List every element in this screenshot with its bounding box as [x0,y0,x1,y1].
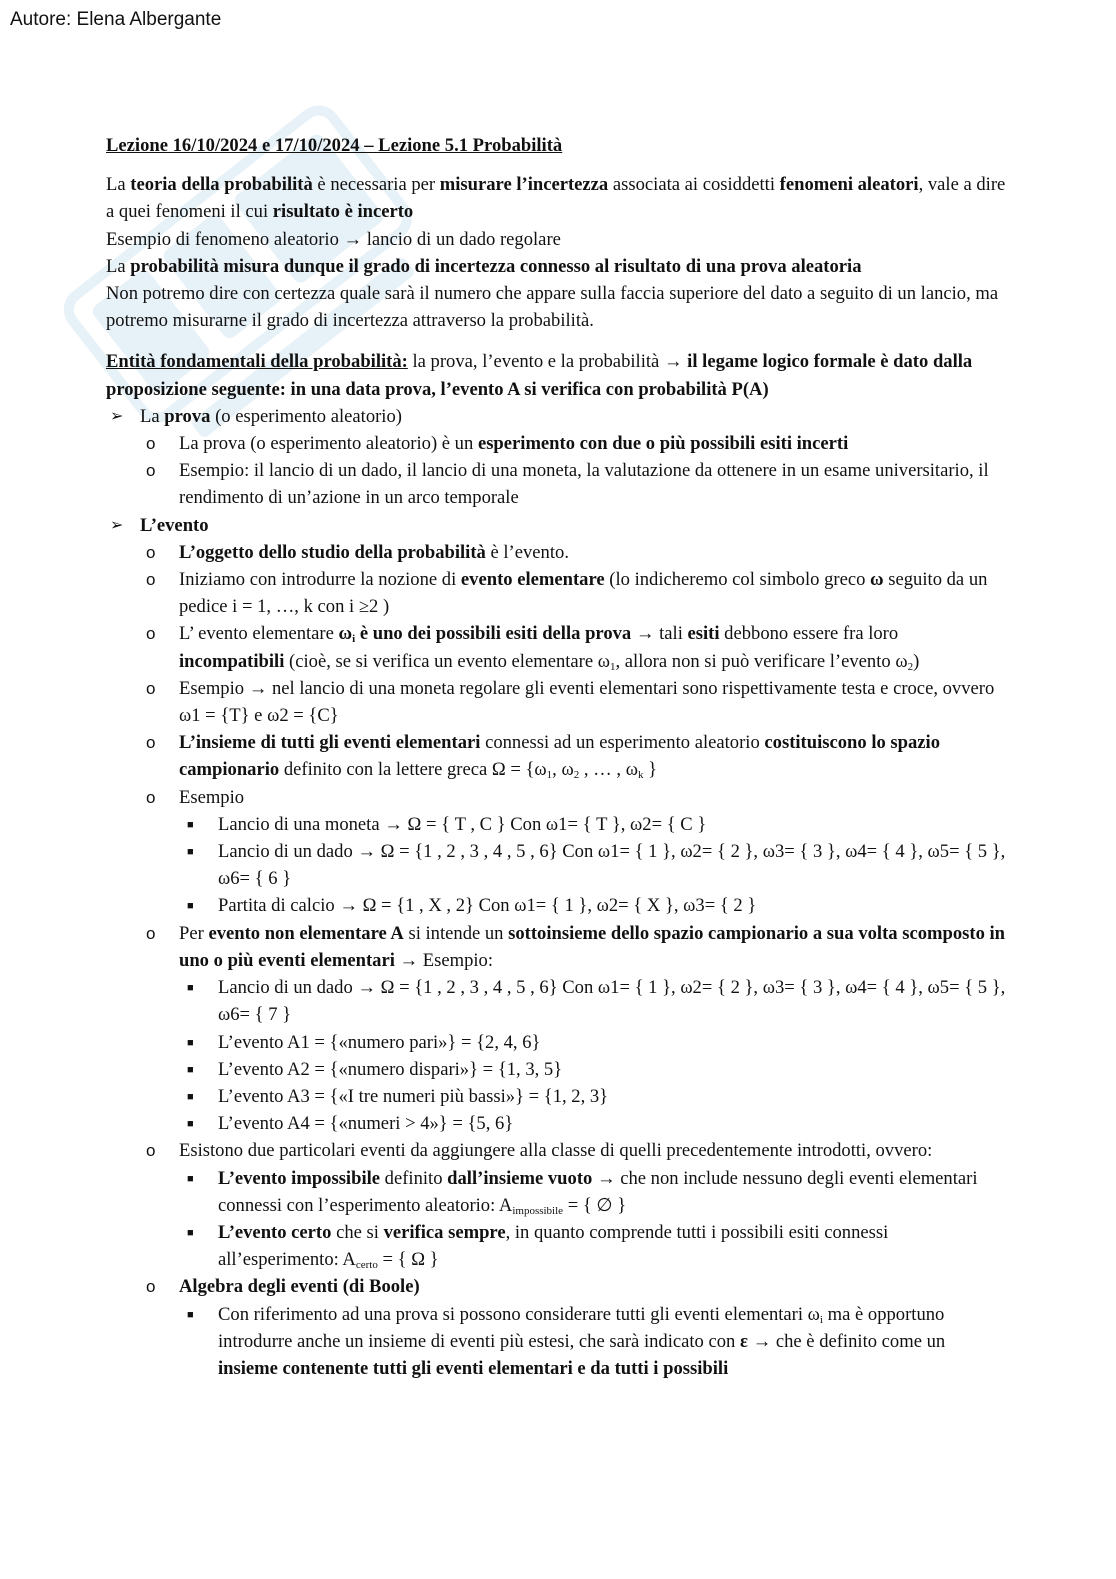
list-item: ■ L’evento A3 = {«I tre numeri più bassi»} = {1, 2, 3} [106,1083,1006,1110]
main-list [106,512,1006,539]
evento-sublist [106,539,1006,811]
page-title: Lezione 16/10/2024 e 17/10/2024 – Lezione 5.1 Probabilità [106,135,563,156]
circle-bullet-icon: o [146,624,156,644]
arrow-bullet-icon: ➢ [110,407,124,425]
list-item: o Per evento non elementare A si intende un sottoinsieme dello spazio campionario a sua volta scomposto in uno o più eventi elementari → Esempio: [106,920,1006,974]
list-item: o Esempio → nel lancio di una moneta regolare gli eventi elementari sono rispettivamente testa e croce, ovvero ω1 = {T} e ω2 = {C} [106,675,1006,729]
main-list [106,403,1006,430]
list-item: o Iniziamo con introdurre la nozione di evento elementare (lo indicheremo col simbolo greco ω seguito da un pedice i = 1, …, k con i ≥2 ) [106,566,1006,620]
square-bullet-icon: ■ [187,1036,194,1049]
examples-sublist [106,811,1006,920]
entities-paragraph: Entità fondamentali della probabilità: la prova, l’evento e la probabilità → il legame logico formale è dato dalla proposizione seguente: in una data prova, l’evento A si verifica con probabilità P(A) [106,351,973,400]
circle-bullet-icon: o [146,1277,156,1297]
circle-bullet-icon: o [146,678,156,698]
entities-heading: Entità fondamentali della probabilità: [106,351,408,373]
square-bullet-icon: ■ [187,846,194,859]
list-item: o L’ evento elementare $\omega_i$ è uno dei possibili esiti della prova → tali esiti debbono essere fra loro incompatibili (cioè, se si verifica un evento elementare $\omega_1$, allora non si può verificare l’evento $\omega_2$) [106,620,1006,674]
square-bullet-icon: ■ [187,1118,194,1131]
circle-bullet-icon: o [146,570,156,590]
list-item: o La prova (o esperimento aleatorio) è un esperimento con due o più possibili esiti incerti [106,430,1006,457]
list-item: o L’insieme di tutti gli eventi elementari connessi ad un esperimento aleatorio costituiscono lo spazio campionario definito con la lettere greca $\Omega = \{\omega_1$, $\omega_2$ , … , $\omega_k$ } [106,729,1006,783]
list-item: ■ Con riferimento ad una prova si possono considerare tutti gli eventi elementari $\omega_i$ ma è opportuno introdurre anche un insieme di eventi più estesi, che sarà indicato con ε → che è definito come un insieme contenente tutti gli eventi elementari e da tutti i possibili [187,1303,946,1379]
circle-bullet-icon: o [146,733,156,753]
square-bullet-icon: ■ [187,1226,194,1239]
square-bullet-icon: ■ [187,818,194,831]
list-item: ■ Lancio di una moneta → Ω = { T , C } Con ω1= { T }, ω2= { C } [106,811,1006,838]
square-bullet-icon: ■ [187,1063,194,1076]
intro-paragraph-4: Non potremo dire con certezza quale sarà il numero che appare sulla faccia superiore del dato a seguito di un lancio, ma potremo misurarne il grado di incertezza attraverso la probabilità. [106,283,999,332]
circle-bullet-icon: o [146,542,156,562]
special-events-sublist [106,1165,1006,1274]
list-item: ■ L’evento A4 = {«numeri > 4»} = {5, 6} [106,1110,1006,1137]
prova-sublist [106,430,1006,512]
list-item: ■ Partita di calcio → Ω = {1 , X , 2} Con ω1= { 1 }, ω2= { X }, ω3= { 2 } [106,892,1006,919]
intro-paragraph-3: La probabilità misura dunque il grado di incertezza connesso al risultato di una prova aleatoria [106,255,862,277]
circle-bullet-icon: o [146,923,156,943]
square-bullet-icon: ■ [187,900,194,913]
list-item: ■ L’evento A1 = {«numero pari»} = {2, 4, 6} [106,1029,1006,1056]
list-item: ■ L’evento certo che si verifica sempre, in quanto comprende tutti i possibili esiti connessi all’esperimento: $A_{certo}$ = { Ω } [187,1221,889,1272]
algebra-sublist [106,1301,1006,1383]
evento-sublist-4 [106,1273,1006,1300]
circle-bullet-icon: o [146,787,156,807]
square-bullet-icon: ■ [187,1172,194,1185]
evento-sublist-2 [106,920,1006,974]
intro-paragraph-2: Esempio di fenomeno aleatorio → lancio di un dado regolare [106,228,561,250]
circle-bullet-icon: o [146,1141,156,1161]
list-item: ■ L’evento A2 = {«numero dispari»} = {1, 3, 5} [106,1056,1006,1083]
square-bullet-icon: ■ [187,982,194,995]
author-header: Autore: Elena Albergante [10,9,222,30]
nonelementary-sublist [106,974,1006,1137]
square-bullet-icon: ■ [187,1090,194,1103]
list-item-evento: ➢ L’evento [106,512,1006,539]
list-item-prova: ➢ La prova (o esperimento aleatorio) [106,403,1006,430]
document-body [106,132,1006,1382]
circle-bullet-icon: o [146,434,156,454]
list-item: ■ Lancio di un dado → Ω = {1 , 2 , 3 , 4 , 5 , 6} Con ω1= { 1 }, ω2= { 2 }, ω3= { 3 }, ω4= { 4 }, ω5= { 5 }, ω6= { 7 } [187,977,1006,1026]
arrow-bullet-icon: ➢ [110,516,124,534]
list-item: o Esistono due particolari eventi da aggiungere alla classe di quelli precedentemente introdotti, ovvero: [106,1137,1006,1164]
list-item: ■ L’evento impossibile definito dall’insieme vuoto → che non include nessuno degli eventi elementari connessi con l’esperimento aleatorio: $A_{impossibile}$ = { ∅ } [187,1167,978,1217]
circle-bullet-icon: o [146,461,156,481]
list-item: o Algebra degli eventi (di Boole) [106,1273,1006,1300]
list-item: o L’oggetto dello studio della probabilità è l’evento. [106,539,1006,566]
evento-sublist-3 [106,1137,1006,1164]
list-item: ■ Lancio di un dado → Ω = {1 , 2 , 3 , 4 , 5 , 6} Con ω1= { 1 }, ω2= { 2 }, ω3= { 3 }, ω4= { 4 }, ω5= { 5 }, ω6= { 6 } [187,841,1006,890]
square-bullet-icon: ■ [187,1308,194,1321]
list-item: o Esempio [106,784,1006,811]
list-item: o Esempio: il lancio di un dado, il lancio di una moneta, la valutazione da ottenere in un esame universitario, il rendimento di un’azione in un arco temporale [106,457,1006,511]
intro-paragraph-1: La teoria della probabilità è necessaria per misurare l’incertezza associata ai cosiddetti fenomeni aleatori, vale a dire a quei fenomeni il cui risultato è incerto [106,174,1006,223]
